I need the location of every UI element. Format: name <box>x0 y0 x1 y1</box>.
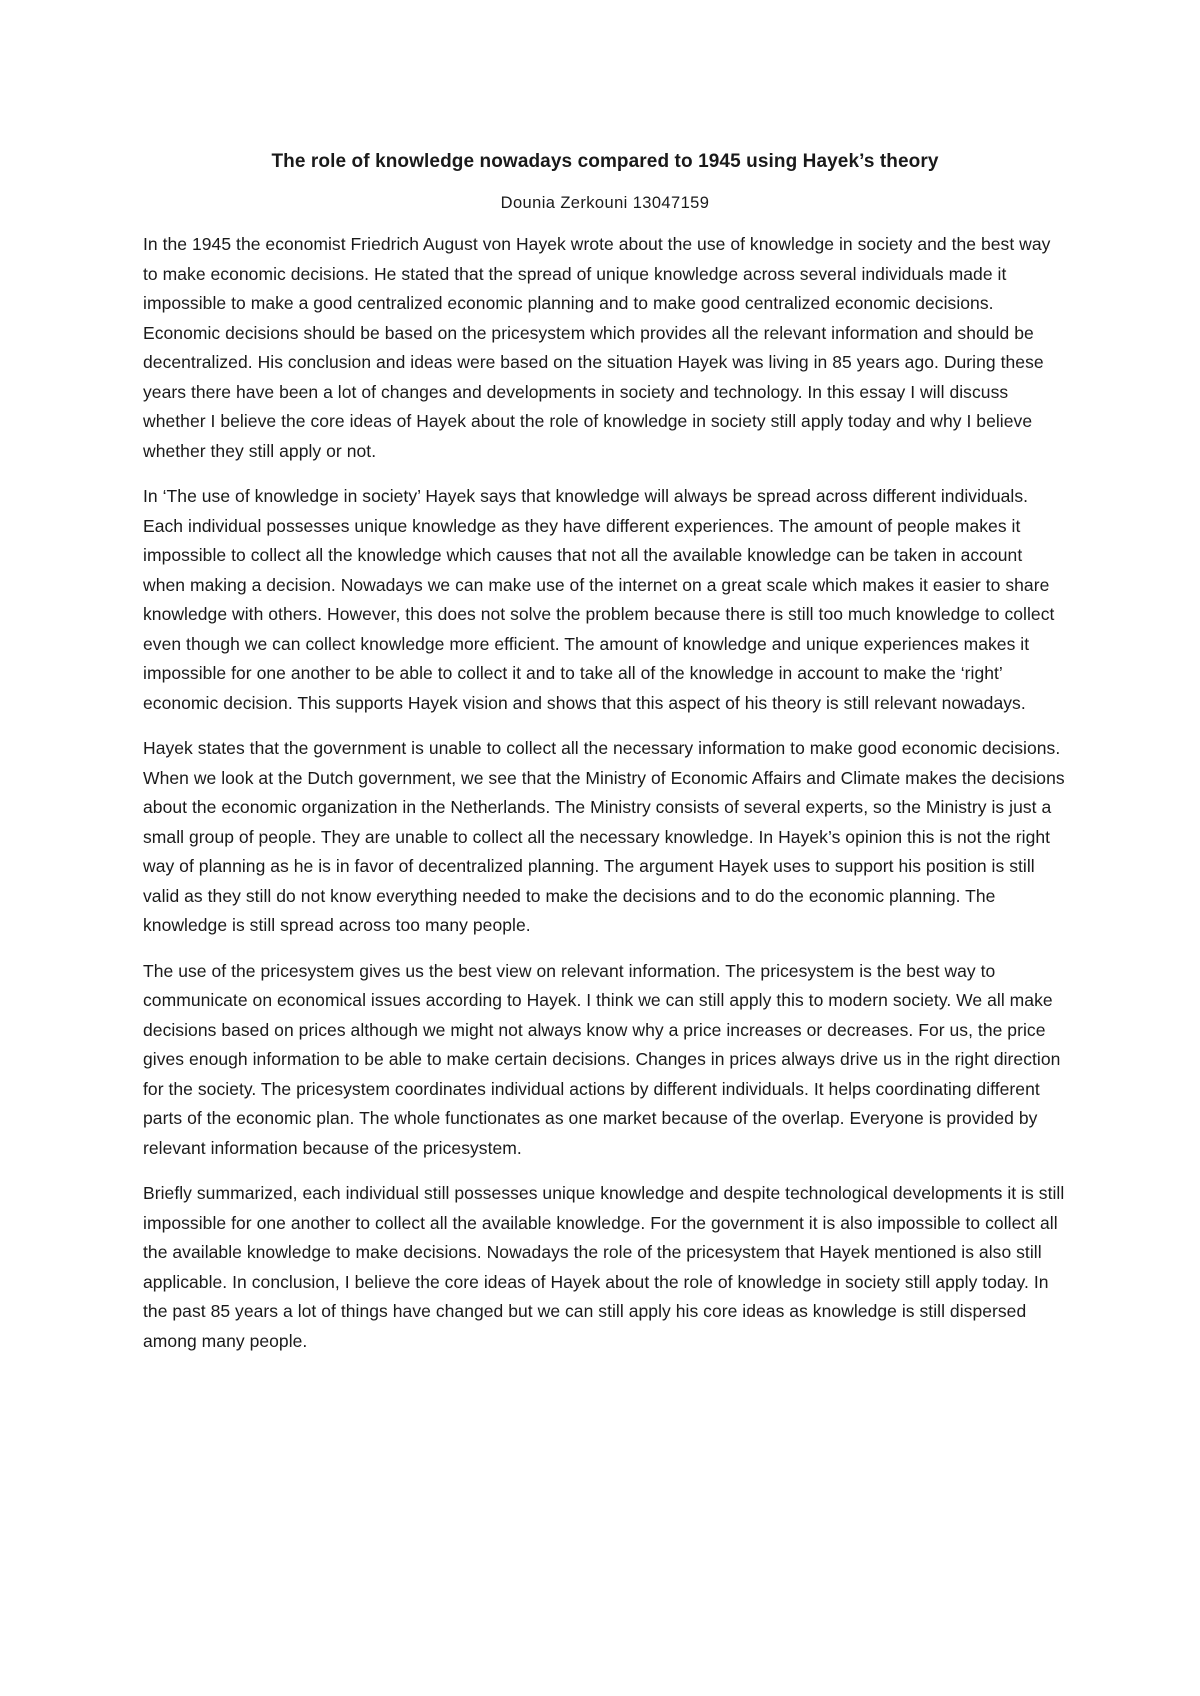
paragraph-conclusion: Briefly summarized, each individual still possesses unique knowledge and despite technological developments it is still impossible for one another to collect all the available knowledge. For the government it is also impossible to collect all the available knowledge to make decisions. Nowadays the role of the pricesystem that Hayek mentioned is also still applicable. In conclusion, I believe the core ideas of Hayek about the role of knowledge in society still apply today. In the past 85 years a lot of things have changed but we can still apply his core ideas as knowledge is still dispersed among many people. <box>143 1183 1065 1351</box>
paragraph-government: Hayek states that the government is unable to collect all the necessary information to make good economic decisions. When we look at the Dutch government, we see that the Ministry of Economic Affairs and Climate makes the decisions about the economic organization in the Netherlands. The Ministry consists of several experts, so the Ministry is just a small group of people. They are unable to collect all the necessary knowledge. In Hayek’s opinion this is not the right way of planning as he is in favor of decentralized planning. The argument Hayek uses to support his position is still valid as they still do not know everything needed to make the decisions and to do the economic planning. The knowledge is still spread across too many people. <box>143 738 1065 935</box>
paragraph-introduction: In the 1945 the economist Friedrich August von Hayek wrote about the use of knowledge in society and the best way to make economic decisions. He stated that the spread of unique knowledge across several individuals made it impossible to make a good centralized economic planning and to make good centralized economic decisions. Economic decisions should be based on the pricesystem which provides all the relevant information and should be decentralized. His conclusion and ideas were based on the situation Hayek was living in 85 years ago. During these years there have been a lot of changes and developments in society and technology. In this essay I will discuss whether I believe the core ideas of Hayek about the role of knowledge in society still apply today and why I believe whether they still apply or not. <box>143 234 1051 461</box>
document-title: The role of knowledge nowadays compared to 1945 using Hayek’s theory <box>271 151 939 172</box>
paragraph-dispersed-knowledge: In ‘The use of knowledge in society’ Hayek says that knowledge will always be spread across different individuals. Each individual possesses unique knowledge as they have different experiences. The amount of people makes it impossible to collect all the knowledge which causes that not all the available knowledge can be taken in account when making a decision. Nowadays we can make use of the internet on a great scale which makes it easier to share knowledge with others. However, this does not solve the problem because there is still too much knowledge to collect even though we can collect knowledge more efficient. The amount of knowledge and unique experiences makes it impossible for one another to be able to collect it and to take all of the knowledge in account to make the ‘right’ economic decision. This supports Hayek vision and shows that this aspect of his theory is still relevant nowadays. <box>143 486 1055 713</box>
author-line: Dounia Zerkouni 13047159 <box>500 194 710 212</box>
paragraph-pricesystem: The use of the pricesystem gives us the best view on relevant information. The pricesystem is the best way to communicate on economical issues according to Hayek. I think we can still apply this to modern society. We all make decisions based on prices although we might not always know why a price increases or decreases. For us, the price gives enough information to be able to make certain decisions. Changes in prices always drive us in the right direction for the society. The pricesystem coordinates individual actions by different individuals. It helps coordinating different parts of the economic plan. The whole functionates as one market because of the overlap. Everyone is provided by relevant information because of the pricesystem. <box>143 960 1061 1158</box>
